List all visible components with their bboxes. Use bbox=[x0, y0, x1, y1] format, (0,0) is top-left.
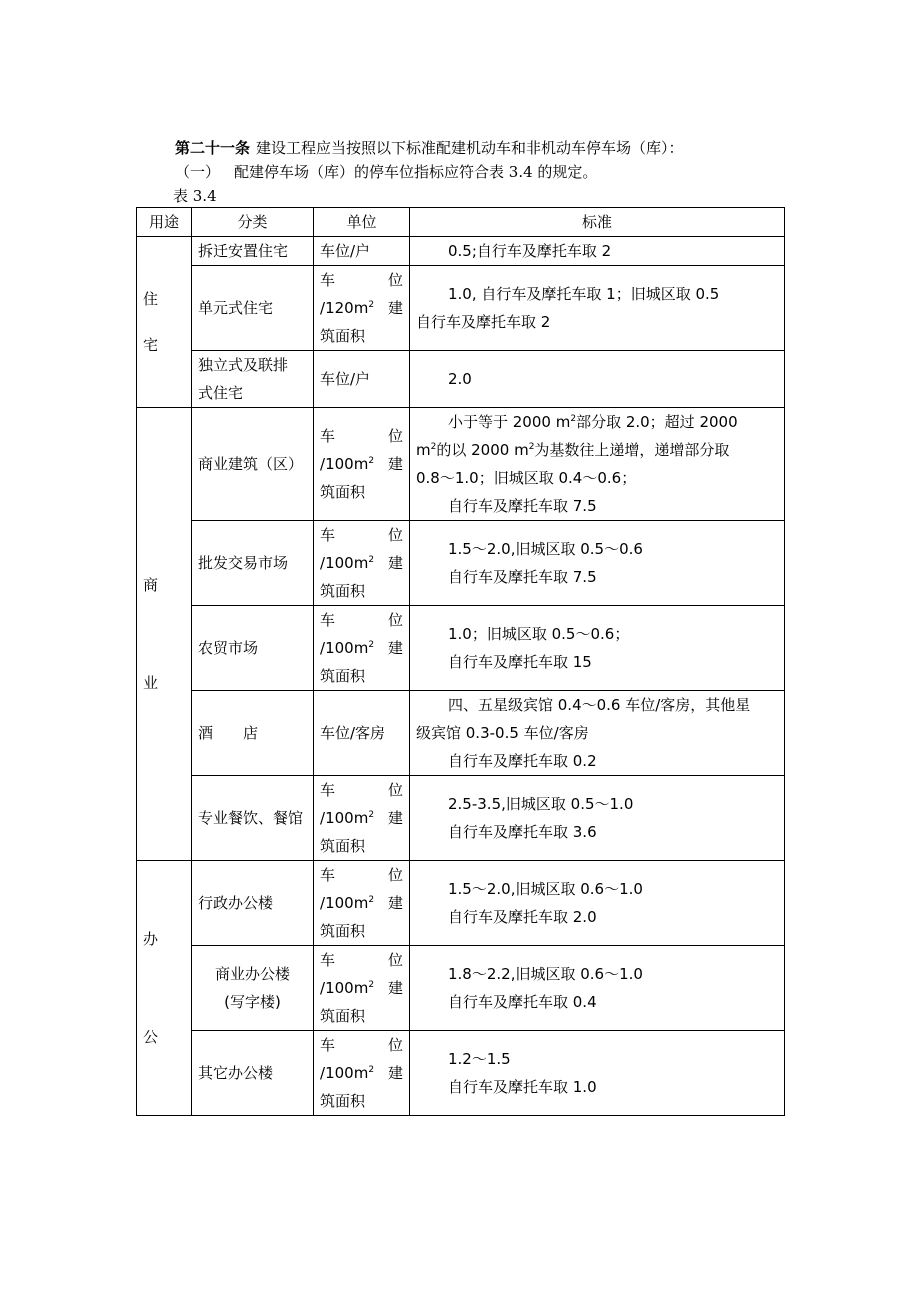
standard-cell: 1.0；旧城区取 0.5～0.6； 自行车及摩托车取 15 bbox=[410, 606, 785, 691]
category-cell: 其它办公楼 bbox=[192, 1031, 314, 1116]
table-row bbox=[137, 946, 785, 1031]
table-row bbox=[137, 408, 785, 521]
clause-index: （一） bbox=[175, 163, 221, 181]
use-office: 办 公 bbox=[137, 861, 192, 1116]
table-row bbox=[137, 521, 785, 606]
unit-cell: 车位/户 bbox=[314, 237, 410, 266]
unit-cell: 车 位 $/100m^2$ 建 筑面积 bbox=[314, 861, 410, 946]
article-line bbox=[175, 136, 815, 160]
table-row bbox=[137, 1031, 785, 1116]
header-category: 分类 bbox=[192, 208, 314, 237]
clause-text: 配建停车场（库）的停车位指标应符合表 3.4 的规定。 bbox=[234, 163, 598, 181]
unit-cell: 车 位 $/100m^2$ 建 筑面积 bbox=[314, 776, 410, 861]
table-row bbox=[137, 237, 785, 266]
category-cell: 拆迁安置住宅 bbox=[192, 237, 314, 266]
article-number: 第二十一条 bbox=[175, 139, 251, 157]
table-row bbox=[137, 266, 785, 351]
category-cell: 专业餐饮、餐馆 bbox=[192, 776, 314, 861]
category-cell: 农贸市场 bbox=[192, 606, 314, 691]
unit-cell: 车 位 $/100m^2$ 建 筑面积 bbox=[314, 946, 410, 1031]
standard-cell: 1.5～2.0,旧城区取 0.6～1.0 自行车及摩托车取 2.0 bbox=[410, 861, 785, 946]
unit-cell: 车 位 $/100m^2$ 建 筑面积 bbox=[314, 521, 410, 606]
table-row bbox=[137, 606, 785, 691]
category-cell: 酒 店 bbox=[192, 691, 314, 776]
category-cell: 行政办公楼 bbox=[192, 861, 314, 946]
unit-cell: 车 位 $/100m^2$ 建 筑面积 bbox=[314, 408, 410, 521]
unit-cell: 车 位 $/100m^2$ 建 筑面积 bbox=[314, 1031, 410, 1116]
standard-cell: 2.5-3.5,旧城区取 0.5～1.0 自行车及摩托车取 3.6 bbox=[410, 776, 785, 861]
standard-cell: 1.5～2.0,旧城区取 0.5～0.6 自行车及摩托车取 7.5 bbox=[410, 521, 785, 606]
standard-cell: 1.0, 自行车及摩托车取 1；旧城区取 0.5 自行车及摩托车取 2 bbox=[410, 266, 785, 351]
category-cell: 独立式及联排 式住宅 bbox=[192, 351, 314, 408]
unit-cell: 车 位 $/100m^2$ 建 筑面积 bbox=[314, 606, 410, 691]
clause-line bbox=[175, 160, 815, 184]
category-cell: 批发交易市场 bbox=[192, 521, 314, 606]
table-row bbox=[137, 351, 785, 408]
standard-cell: 0.5;自行车及摩托车取 2 bbox=[410, 237, 785, 266]
category-cell: 单元式住宅 bbox=[192, 266, 314, 351]
unit-cell: 车位/户 bbox=[314, 351, 410, 408]
article-text: 建设工程应当按照以下标准配建机动车和非机动车停车场（库）： bbox=[256, 139, 684, 157]
standard-cell: 小于等于 2000 $m^2$部分取 2.0；超过 2000 $m^2$的以 2000 $m^2$为基数往上递增，递增部分取 0.8～1.0；旧城区取 0.4～0.6； 自行车及摩托车取 7.5 bbox=[410, 408, 785, 521]
table-header-row bbox=[137, 208, 785, 237]
intro bbox=[175, 136, 815, 208]
table-row bbox=[137, 691, 785, 776]
category-cell: 商业建筑（区） bbox=[192, 408, 314, 521]
table-row bbox=[137, 861, 785, 946]
use-residential: 住 宅 bbox=[137, 237, 192, 408]
standard-cell: 1.2～1.5 自行车及摩托车取 1.0 bbox=[410, 1031, 785, 1116]
header-use: 用途 bbox=[137, 208, 192, 237]
standard-cell: 四、五星级宾馆 0.4～0.6 车位/客房，其他星 级宾馆 0.3-0.5 车位/客房 自行车及摩托车取 0.2 bbox=[410, 691, 785, 776]
parking-standard-table bbox=[136, 207, 785, 1116]
use-commercial: 商 业 bbox=[137, 408, 192, 861]
unit-cell: 车 位 $/120m^2$ 建 筑面积 bbox=[314, 266, 410, 351]
header-standard: 标准 bbox=[410, 208, 785, 237]
category-cell: 商业办公楼 (写字楼) bbox=[192, 946, 314, 1031]
table-row bbox=[137, 776, 785, 861]
unit-cell: 车位/客房 bbox=[314, 691, 410, 776]
standard-cell: 1.8～2.2,旧城区取 0.6～1.0 自行车及摩托车取 0.4 bbox=[410, 946, 785, 1031]
table-label: 表 3.4 bbox=[173, 187, 217, 205]
standard-cell: 2.0 bbox=[410, 351, 785, 408]
header-unit: 单位 bbox=[314, 208, 410, 237]
